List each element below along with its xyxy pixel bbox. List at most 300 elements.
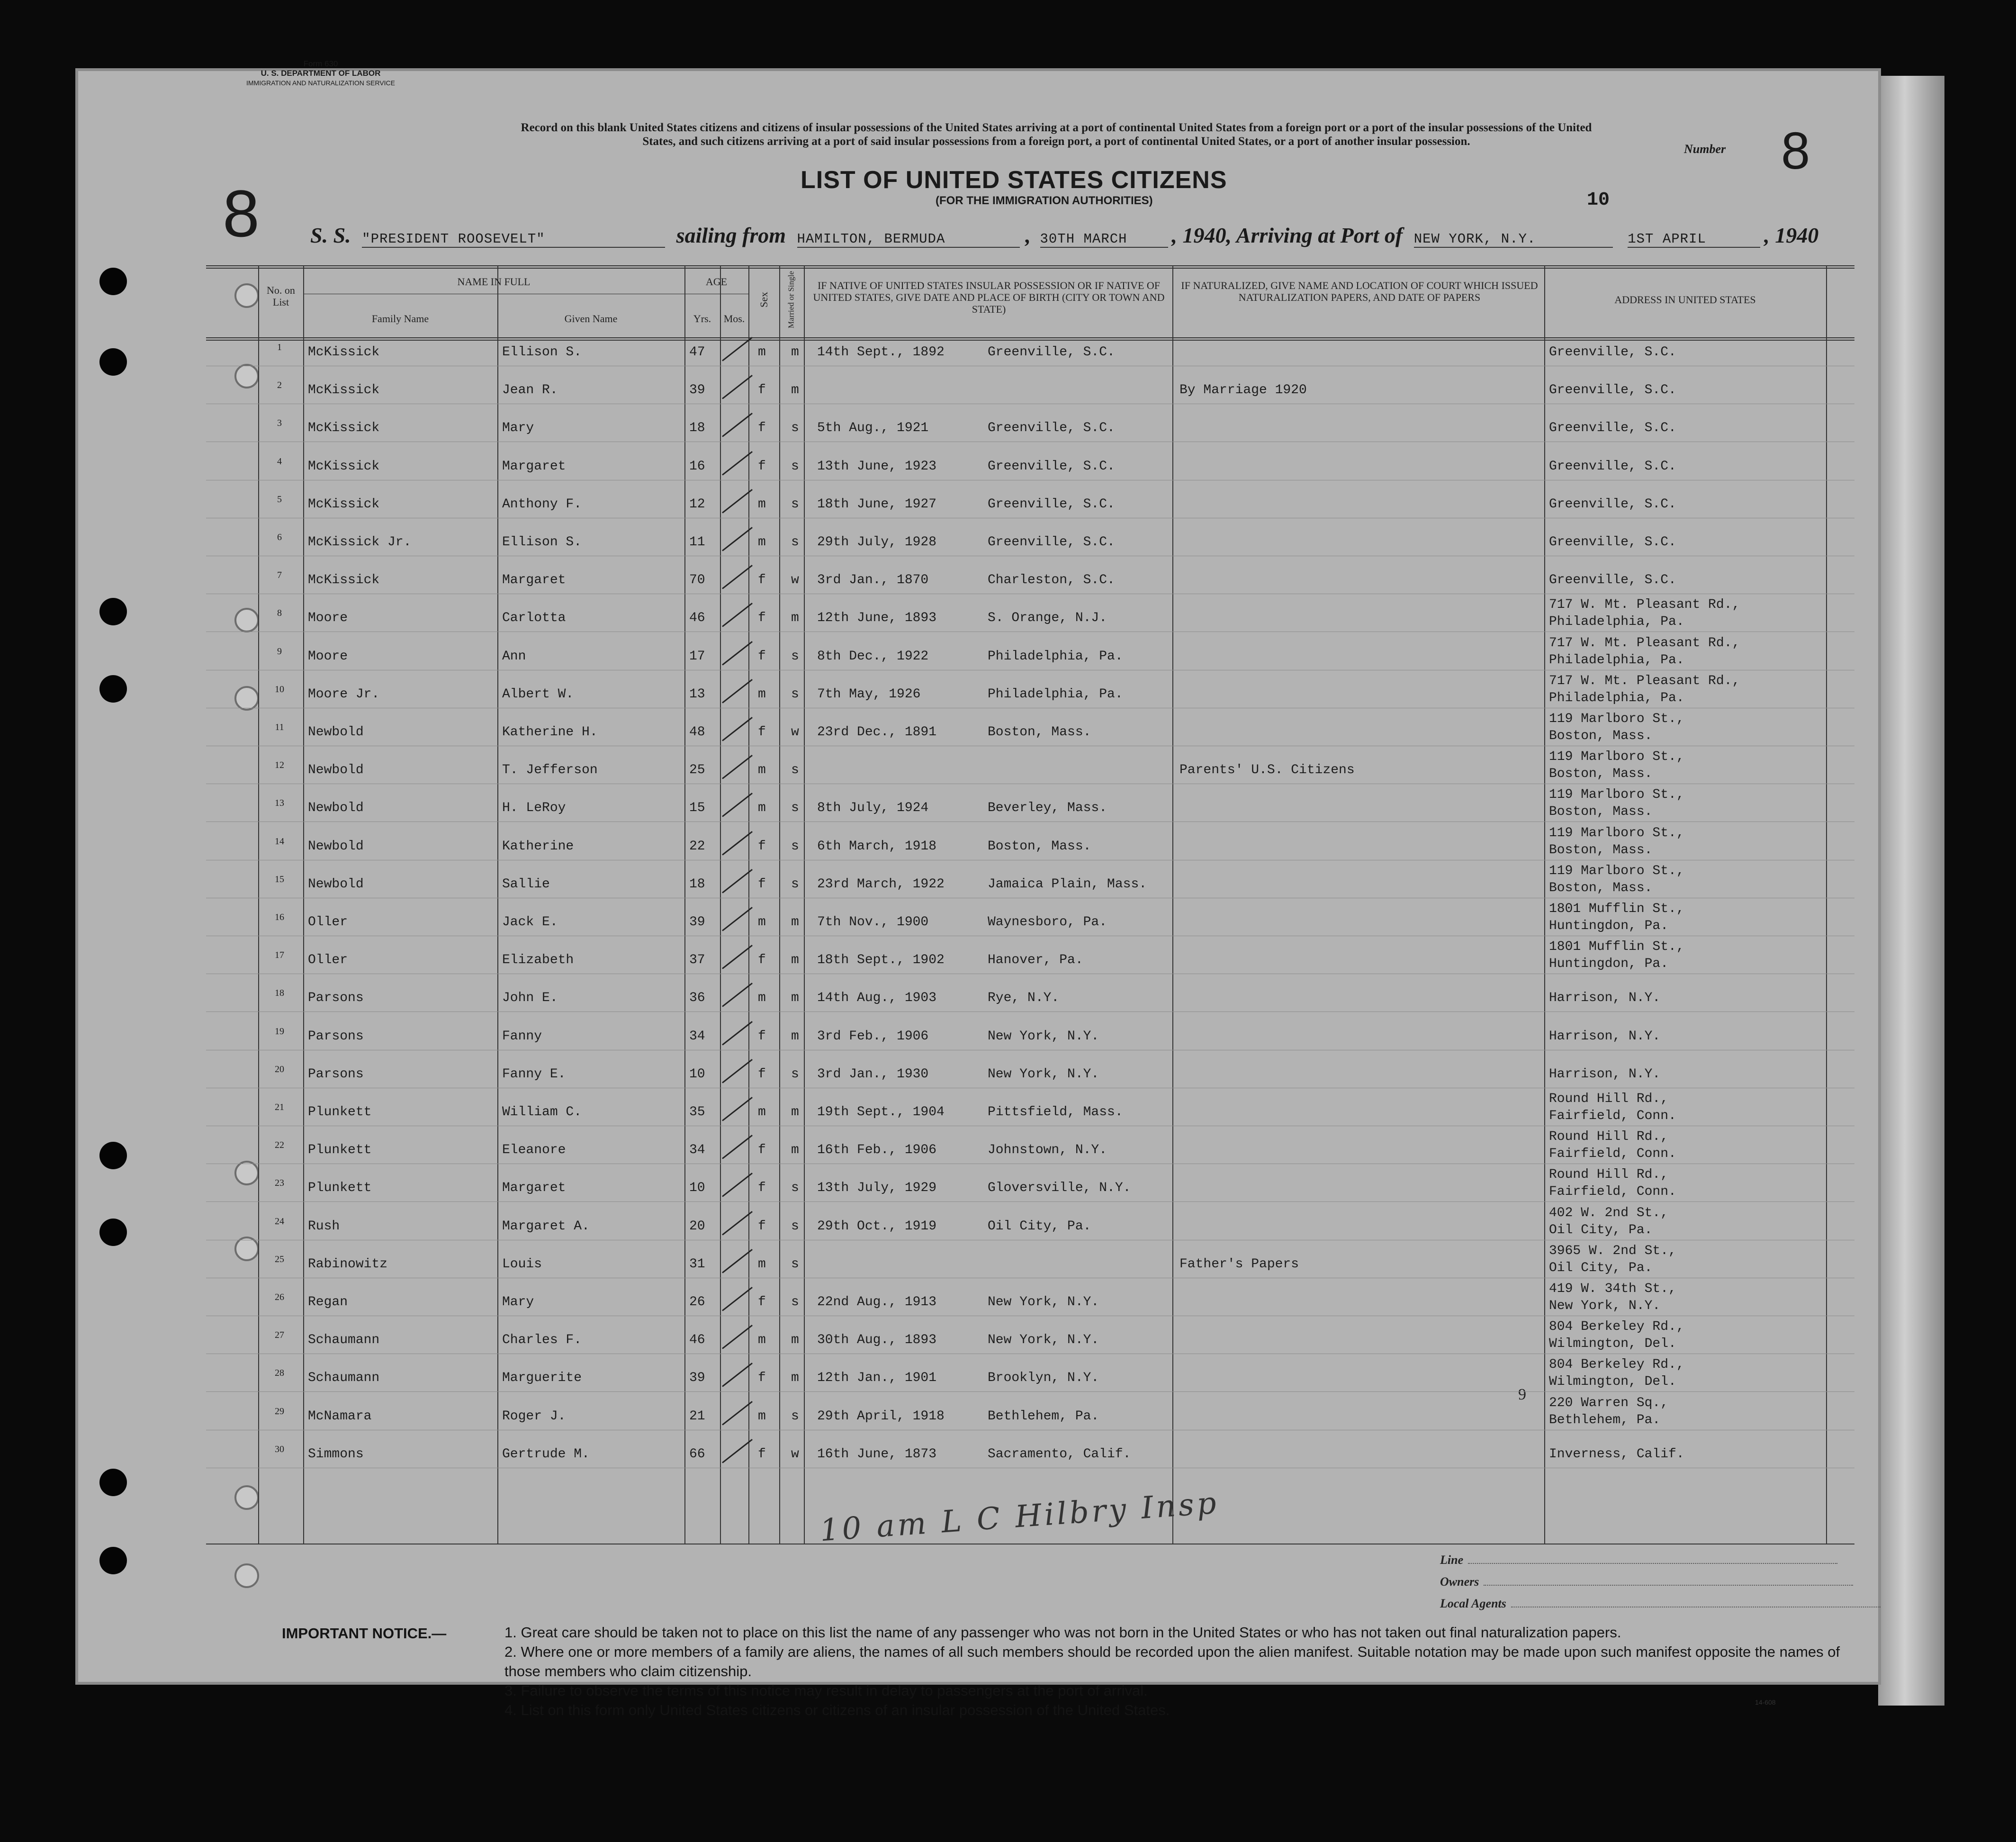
cell-given: Albert W. [502,686,574,702]
cell-given: Sallie [502,876,550,892]
cell-sex: f [758,1181,766,1196]
cell-birth-date: 18th Sept., 1902 [817,953,945,968]
cell-birth-date: 8th July, 1924 [817,801,929,816]
cell-sex: f [758,649,766,664]
cell-given: John E. [502,991,558,1006]
cell-sex: f [758,876,766,892]
cell-address-line1: Round Hill Rd., [1549,1167,1669,1183]
header-address: ADDRESS IN UNITED STATES [1614,294,1756,306]
cell-sex: f [758,1143,766,1158]
ss-label: S. S. [310,223,351,247]
cell-ms: s [791,1219,799,1234]
cell-no: 15 [275,874,284,885]
cell-no: 18 [275,988,284,999]
cell-age: 11 [689,535,705,550]
cell-address-line2: Fairfield, Conn. [1549,1147,1676,1162]
cell-family: McKissick [308,345,380,360]
cell-ms: m [791,345,799,360]
header-no-on-list: No. on List [267,284,295,308]
page-stack-edge [1878,76,1944,1706]
cell-given: Mary [502,1295,534,1309]
cell-family: Newbold [308,876,364,892]
cell-birth-place: Pittsfield, Mass. [988,1105,1123,1120]
cell-family: McKissick [308,573,380,588]
cell-ms: s [791,763,799,778]
cell-birth-place: S. Orange, N.J. [988,611,1107,626]
cell-address-line1: Greenville, S.C. [1549,535,1676,550]
header-bottom-rule [206,340,1854,341]
cell-sex: m [758,801,766,816]
cell-given: Ellison S. [502,535,582,550]
cell-age: 46 [689,1333,705,1348]
cell-no: 30 [275,1444,284,1454]
cell-no: 4 [277,456,282,467]
cell-family: Moore [308,649,348,664]
cell-no: 26 [275,1292,284,1302]
cell-ms: s [791,1409,799,1424]
column-rule [748,265,749,1544]
cell-given: Fanny [502,1029,542,1044]
cell-ms: w [791,725,799,740]
cell-family: McKissick [308,497,380,512]
notice-item: 4. List on this form only United States citizens or citizens of an insular possession of the United States. [504,1702,1170,1718]
cell-given: Fanny E. [502,1066,566,1082]
cell-address-line1: Greenville, S.C. [1549,573,1676,588]
cell-address-line2: Oil City, Pa. [1549,1222,1653,1237]
notice-list [504,1623,1845,1720]
cell-birth-place: Johnstown, N.Y. [988,1143,1107,1158]
cell-sex: f [758,725,766,740]
cell-address-line1: Harrison, N.Y. [1549,1029,1661,1044]
cell-family: Schaumann [308,1371,380,1386]
cell-sex: m [758,1256,766,1272]
cell-address-line2: Boston, Mass. [1549,880,1653,895]
cell-age: 39 [689,1371,705,1386]
cell-birth-date: 29th July, 1928 [817,535,937,550]
column-rule [1172,265,1173,1544]
cell-age: 18 [689,421,705,436]
inspector-signature: 10 am L C Hilbry Insp [819,1485,1220,1549]
cell-address-line1: Greenville, S.C. [1549,383,1676,398]
cell-given: T. Jefferson [502,763,598,778]
cell-no: 3 [277,418,282,429]
cell-no: 22 [275,1140,284,1151]
footer-fields [1440,1549,1881,1615]
cell-family: Newbold [308,801,364,816]
header-birth: IF NATIVE OF UNITED STATES INSULAR POSSESSION OR IF NATIVE OF UNITED STATES, GIVE DATE AND PLACE OF BIRTH (CITY OR TOWN AND STATE) [813,280,1165,315]
cell-family: Newbold [308,839,364,854]
cell-ms: w [791,1446,799,1462]
cell-family: Parsons [308,991,364,1006]
cell-sex: m [758,1409,766,1424]
cell-ms: s [791,686,799,702]
cell-ms: s [791,839,799,854]
cell-family: Parsons [308,1029,364,1044]
voyage-line: S. S. "PRESIDENT ROOSEVELT" sailing from HAMILTON, BERMUDA , 30TH MARCH , 1940, Arriving at Port of NEW YORK, N.Y. 1ST APRIL , 1940 [310,223,1819,247]
cell-age: 37 [689,953,705,968]
cell-ms: m [791,1105,799,1120]
cell-birth-place: Brooklyn, N.Y. [988,1371,1099,1386]
cell-birth-place: New York, N.Y. [988,1066,1099,1082]
punch-hole [99,598,127,625]
line-label: Line [1440,1553,1464,1567]
sailing-label: sailing from [676,223,786,247]
cell-age: 35 [689,1105,705,1120]
punch-hole [99,1142,127,1169]
cell-address-line1: 717 W. Mt. Pleasant Rd., [1549,635,1740,650]
cell-age: 15 [689,801,705,816]
cell-family: Simmons [308,1446,364,1462]
cell-birth-date: 14th Sept., 1892 [817,345,945,360]
cell-no: 19 [275,1026,284,1037]
cell-ms: s [791,1295,799,1309]
cell-birth-date: 23rd Dec., 1891 [817,725,937,740]
cell-no: 24 [275,1216,284,1227]
cell-family: McKissick Jr. [308,535,412,550]
header-bottom-rule [206,337,1854,338]
notice-item: 3. Failure to observe the terms of this notice may result in delay to passengers at the port of arrival. [504,1682,1148,1699]
cell-no: 1 [277,342,282,352]
cell-address-line1: Greenville, S.C. [1549,421,1676,436]
punch-hole [99,268,127,295]
cell-no: 2 [277,380,282,391]
cell-ms: s [791,876,799,892]
cell-birth-place: Hanover, Pa. [988,953,1083,968]
cell-birth-date: 19th Sept., 1904 [817,1105,945,1120]
cell-given: Margaret A. [502,1219,590,1234]
cell-address-line2: Fairfield, Conn. [1549,1109,1676,1123]
cell-no: 14 [275,836,284,847]
line-field [1440,1549,1881,1571]
cell-family: Moore Jr. [308,686,380,702]
cell-address-line1: Greenville, S.C. [1549,459,1676,474]
cell-sex: f [758,1066,766,1082]
cell-sex: m [758,763,766,778]
cell-sex: m [758,535,766,550]
cell-family: McNamara [308,1409,372,1424]
cell-given: Carlotta [502,611,566,626]
arrival-port: NEW YORK, N.Y. [1414,231,1613,248]
header-given-name: Given Name [564,313,618,325]
cell-birth-place: Waynesboro, Pa. [988,915,1107,930]
cell-address-line1: 119 Marlboro St., [1549,825,1684,840]
punch-hole [99,1547,127,1574]
column-rule [497,265,498,1544]
cell-birth-place: Oil City, Pa. [988,1219,1091,1234]
cell-birth-place: Boston, Mass. [988,725,1091,740]
cell-birth-place: New York, N.Y. [988,1295,1099,1309]
cell-given: Anthony F. [502,497,582,512]
cell-no: 7 [277,570,282,581]
row-rule [206,1201,1854,1202]
cell-birth-date: 3rd Jan., 1870 [817,573,929,588]
cell-no: 23 [275,1178,284,1189]
header-sex: Sex [758,292,770,307]
cell-address-line1: 3965 W. 2nd St., [1549,1243,1676,1258]
cell-ms: m [791,991,799,1006]
cell-birth-place: Philadelphia, Pa. [988,686,1123,702]
cell-birth-date: 3rd Feb., 1906 [817,1029,929,1044]
handwritten-corner-number: 8 [223,176,260,251]
cell-birth-date: 12th June, 1893 [817,611,937,626]
cell-ms: s [791,535,799,550]
cell-address-line1: 119 Marlboro St., [1549,712,1684,726]
ship-name: "PRESIDENT ROOSEVELT" [362,231,665,248]
cell-address-line2: Philadelphia, Pa. [1549,614,1684,630]
cell-age: 18 [689,876,705,892]
cell-birth-place: Greenville, S.C. [988,345,1115,360]
departure-date: 30TH MARCH [1040,231,1168,248]
cell-age: 10 [689,1181,705,1196]
cell-given: Roger J. [502,1409,566,1424]
cell-address-line2: Boston, Mass. [1549,729,1653,743]
cell-age: 34 [689,1143,705,1158]
cell-age: 25 [689,763,705,778]
cell-ms: s [791,459,799,474]
cell-birth-date: 22nd Aug., 1913 [817,1295,937,1309]
cell-no: 13 [275,798,284,809]
cell-family: Rush [308,1219,340,1234]
cell-birth-date: 30th Aug., 1893 [817,1333,937,1348]
cell-given: Louis [502,1256,542,1272]
cell-birth-place: Greenville, S.C. [988,459,1115,474]
cell-age: 13 [689,686,705,702]
cell-sex: f [758,1295,766,1309]
cell-sex: f [758,421,766,436]
cell-address-line2: Boston, Mass. [1549,767,1653,782]
cell-sex: f [758,611,766,626]
cell-birth-date: 13th June, 1923 [817,459,937,474]
cell-sex: f [758,573,766,588]
cell-birth-date: 29th April, 1918 [817,1409,945,1424]
cell-address-line2: Philadelphia, Pa. [1549,652,1684,668]
cell-age: 70 [689,573,705,588]
cell-family: Plunkett [308,1143,372,1158]
column-rule [303,265,304,1544]
cell-sex: f [758,953,766,968]
cell-given: William C. [502,1105,582,1120]
cell-naturalized: Father's Papers [1179,1256,1299,1272]
departure-port: HAMILTON, BERMUDA [797,231,1020,248]
owners-field [1440,1571,1881,1593]
cell-address-line1: 119 Marlboro St., [1549,749,1684,765]
cell-address-line1: Harrison, N.Y. [1549,991,1661,1006]
form-identifier [246,59,395,88]
cell-sex: f [758,839,766,854]
cell-address-line1: 804 Berkeley Rd., [1549,1357,1684,1372]
cell-age: 34 [689,1029,705,1044]
cell-ms: m [791,1371,799,1386]
cell-birth-date: 3rd Jan., 1930 [817,1066,929,1082]
cell-age: 48 [689,725,705,740]
header-age: AGE [705,276,728,288]
cell-family: McKissick [308,421,380,436]
cell-no: 11 [275,722,284,732]
header-years: Yrs. [693,313,711,325]
cell-birth-date: 18th June, 1927 [817,497,937,512]
cell-birth-place: Greenville, S.C. [988,421,1115,436]
cell-given: Jack E. [502,915,558,930]
cell-family: Moore [308,611,348,626]
hole-reinforcement [234,1563,259,1588]
table-top-rule [206,265,1854,266]
cell-birth-date: 5th Aug., 1921 [817,421,929,436]
form-number: Form 630 [303,59,338,68]
cell-given: Ann [502,649,526,664]
cell-family: Regan [308,1295,348,1309]
cell-age: 66 [689,1446,705,1462]
cell-address-line2: Wilmington, Del. [1549,1336,1676,1352]
header-months: Mos. [723,313,745,325]
cell-ms: s [791,497,799,512]
cell-address-line2: Boston, Mass. [1549,804,1653,820]
intro-text: Record on this blank United States citizens and citizens of insular possessions of the United States arriving at a port of continental United States from a foreign port or a port of the insular possessions of the United States, and such citizens arriving at a port of said insular possessions from a foreign port, a port of continental United States, or a port of another insular possession. [521,121,1592,148]
punch-hole [99,348,127,376]
cell-birth-date: 8th Dec., 1922 [817,649,929,664]
cell-age: 20 [689,1219,705,1234]
cell-naturalized: Parents' U.S. Citizens [1179,763,1355,778]
cell-sex: m [758,915,766,930]
table-top-rule [206,268,1854,269]
header-married-single: Married or Single [786,271,796,328]
header-naturalized: IF NATURALIZED, GIVE NAME AND LOCATION OF COURT WHICH ISSUED NATURALIZATION PAPERS, AND DATE OF PAPERS [1181,280,1538,303]
cell-ms: w [791,573,799,588]
cell-birth-place: Boston, Mass. [988,839,1091,854]
cell-no: 8 [277,608,282,619]
agents-label: Local Agents [1440,1597,1506,1610]
cell-address-line1: Round Hill Rd., [1549,1092,1669,1106]
page-title: LIST OF UNITED STATES CITIZENS [801,166,1227,194]
stamped-page-number: 10 [1587,190,1610,211]
cell-family: Parsons [308,1066,364,1082]
page-subtitle: (FOR THE IMMIGRATION AUTHORITIES) [936,194,1153,207]
cell-ms: m [791,915,799,930]
agents-field [1440,1593,1881,1615]
cell-no: 16 [275,912,284,922]
cell-given: Margaret [502,573,566,588]
cell-birth-place: Gloversville, N.Y. [988,1181,1131,1196]
service-name: IMMIGRATION AND NATURALIZATION SERVICE [246,79,395,87]
cell-no: 28 [275,1368,284,1379]
arrival-date: 1ST APRIL [1628,231,1760,248]
cell-address-line1: 119 Marlboro St., [1549,863,1684,878]
cell-sex: m [758,345,766,360]
cell-given: Marguerite [502,1371,582,1386]
cell-ms: s [791,1066,799,1082]
cell-age: 21 [689,1409,705,1424]
cell-birth-place: Sacramento, Calif. [988,1446,1131,1462]
column-rule [258,265,259,1544]
arriving-label: Arriving at Port of [1236,223,1403,247]
cell-age: 17 [689,649,705,664]
cell-given: Katherine H. [502,725,598,740]
cell-birth-place: New York, N.Y. [988,1029,1099,1044]
cell-ms: m [791,611,799,626]
cell-no: 20 [275,1064,284,1074]
cell-address-line1: Round Hill Rd., [1549,1129,1669,1145]
cell-birth-date: 7th Nov., 1900 [817,915,929,930]
cell-naturalized: By Marriage 1920 [1179,383,1307,398]
cell-age: 31 [689,1256,705,1272]
cell-address-line1: 119 Marlboro St., [1549,787,1684,803]
important-notice [282,1623,1845,1720]
cell-no: 27 [275,1330,284,1341]
cell-address-line1: Harrison, N.Y. [1549,1066,1661,1082]
column-rule [720,265,721,1544]
column-rule [804,265,805,1544]
departure-year: 1940 [1182,223,1226,247]
cell-birth-place: Jamaica Plain, Mass. [988,876,1147,892]
cell-birth-date: 7th May, 1926 [817,686,921,702]
cell-birth-date: 23rd March, 1922 [817,876,945,892]
cell-sex: f [758,1219,766,1234]
header-family-name: Family Name [371,313,429,325]
cell-no: 10 [275,684,284,695]
cell-no: 29 [275,1406,284,1417]
cell-address-line1: Greenville, S.C. [1549,345,1676,360]
cell-sex: f [758,1029,766,1044]
cell-age: 46 [689,611,705,626]
cell-family: Newbold [308,725,364,740]
cell-address-line2: Bethlehem, Pa. [1549,1412,1661,1427]
cell-family: Rabinowitz [308,1256,388,1272]
department-name: U. S. DEPARTMENT OF LABOR [261,69,381,78]
cell-address-line2: Oil City, Pa. [1549,1260,1653,1275]
cell-address-line1: 717 W. Mt. Pleasant Rd., [1549,597,1740,613]
cell-family: Oller [308,915,348,930]
cell-family: Schaumann [308,1333,380,1348]
list-number: 8 [1781,122,1810,180]
cell-given: Eleanore [502,1143,566,1158]
cell-family: Plunkett [308,1105,372,1120]
cell-ms: m [791,1029,799,1044]
cell-age: 47 [689,345,705,360]
cell-sex: f [758,1446,766,1462]
cell-address-line2: Philadelphia, Pa. [1549,690,1684,705]
cell-ms: s [791,1181,799,1196]
cell-family: Plunkett [308,1181,372,1196]
cell-ms: s [791,649,799,664]
cell-sex: f [758,1371,766,1386]
cell-sex: m [758,1105,766,1120]
cell-address-line1: 419 W. 34th St., [1549,1282,1676,1296]
cell-no: 12 [275,760,284,771]
cell-ms: m [791,383,799,398]
cell-given: Ellison S. [502,345,582,360]
cell-birth-place: Rye, N.Y. [988,991,1060,1006]
cell-age: 12 [689,497,705,512]
column-rule [1544,265,1545,1544]
cell-given: Elizabeth [502,953,574,968]
cell-birth-place: Beverley, Mass. [988,801,1107,816]
cell-birth-date: 16th June, 1873 [817,1446,937,1462]
cell-ms: s [791,1256,799,1272]
notice-label: IMPORTANT NOTICE.— [282,1625,447,1642]
cell-age: 39 [689,383,705,398]
cell-sex: m [758,497,766,512]
cell-birth-date: 13th July, 1929 [817,1181,937,1196]
cell-given: Charles F. [502,1333,582,1348]
cell-given: Mary [502,421,534,436]
cell-address-line1: 804 Berkeley Rd., [1549,1319,1684,1335]
cell-sex: f [758,383,766,398]
cell-address-line2: Huntingdon, Pa. [1549,919,1669,933]
cell-address-line2: Huntingdon, Pa. [1549,957,1669,972]
cell-birth-date: 14th Aug., 1903 [817,991,937,1006]
cell-no: 25 [275,1254,284,1264]
column-rule [684,265,685,1544]
row-rule [206,1011,1854,1012]
